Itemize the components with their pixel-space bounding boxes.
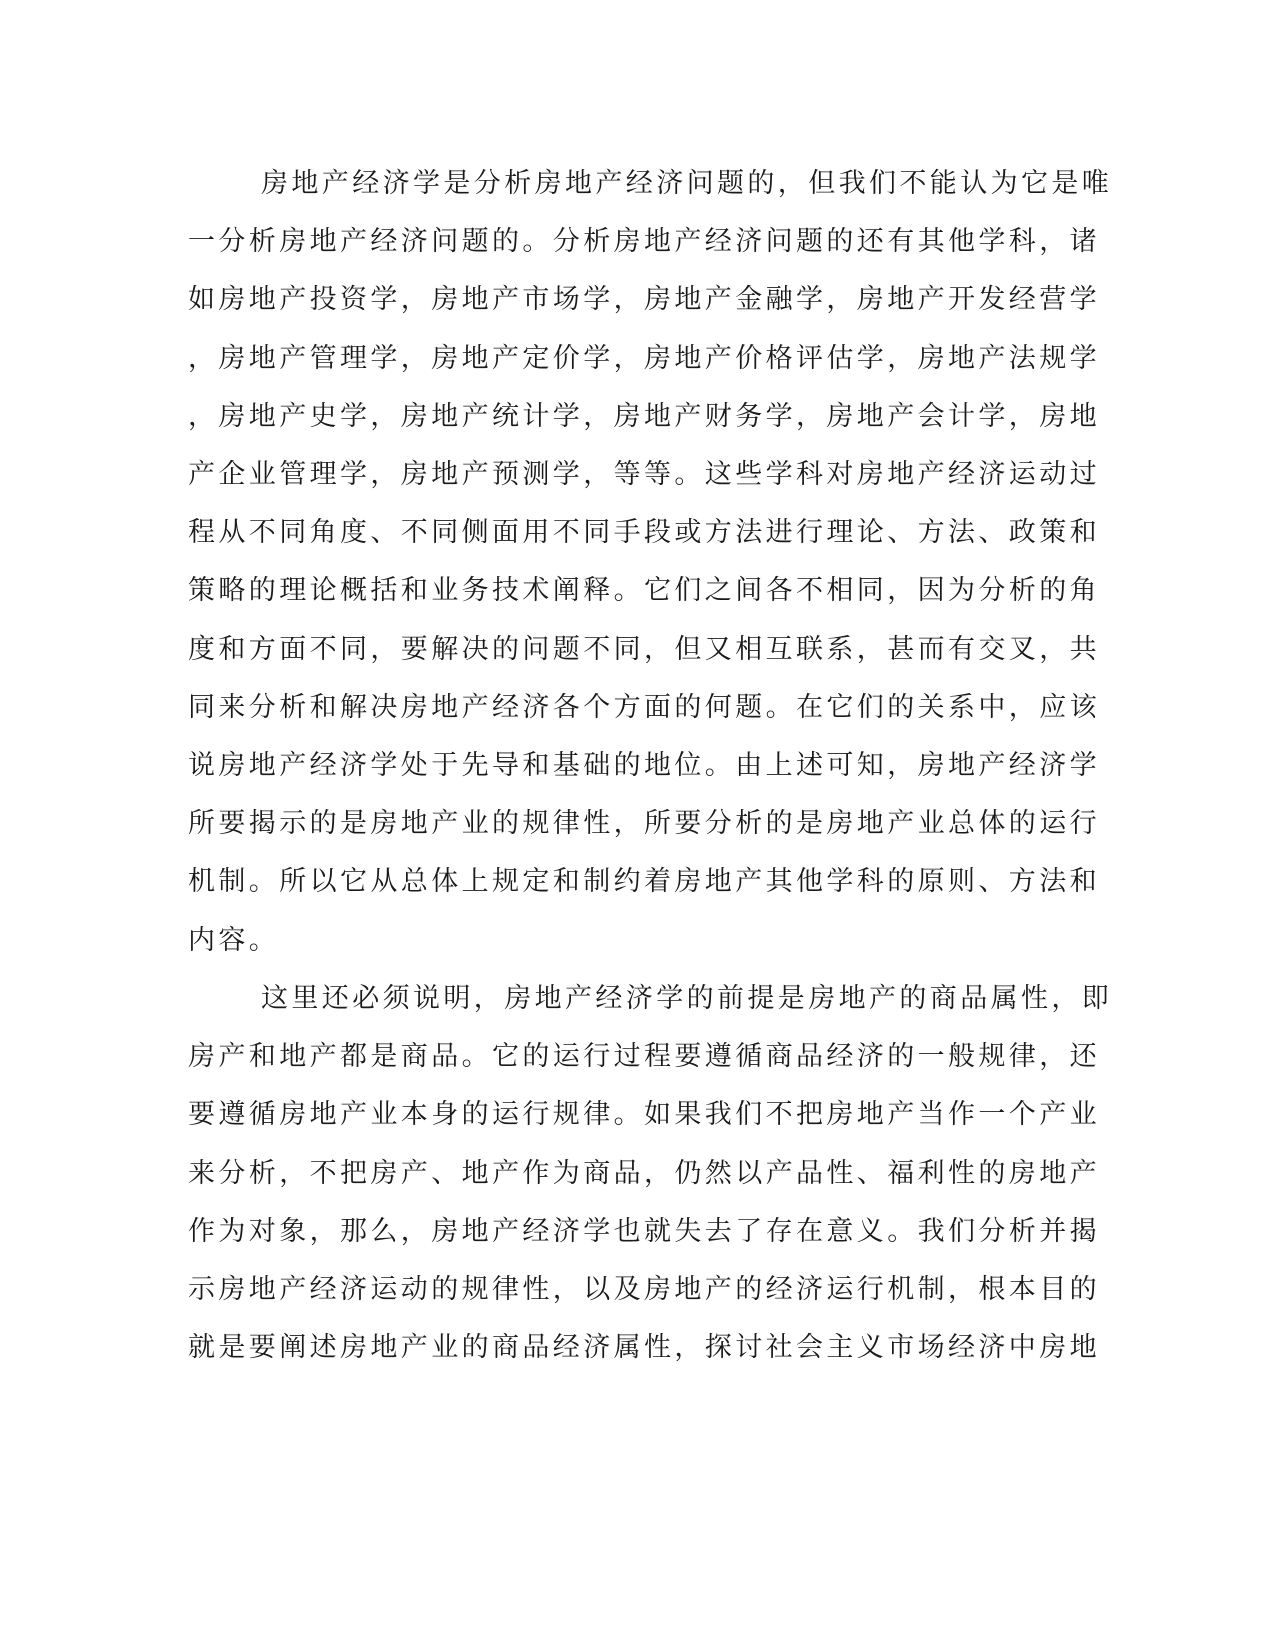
paragraph-2-line-1: 这里还必须说明，房地产经济学的前提是房地产的商品属性，即 — [261, 983, 1113, 1014]
paragraph-1-line-13: 机制。所以它从总体上规定和制约着房地产其他学科的原则、方法和 — [188, 866, 1100, 898]
paragraph-1-line-9: 度和方面不同，要解决的问题不同，但又相互联系，甚而有交叉，共 — [188, 633, 1100, 665]
paragraph-2-line-6: 示房地产经济运动的规律性，以及房地产的经济运行机制，根本目的 — [188, 1274, 1100, 1305]
paragraph-2-line-5: 作为对象，那么，房地产经济学也就失去了存在意义。我们分析并揭 — [188, 1215, 1100, 1247]
paragraph-1-line-4: ，房地产管理学，房地产定价学，房地产价格评估学，房地产法规学 — [188, 342, 1100, 374]
paragraph-2-line-2: 房产和地产都是商品。它的运行过程要遵循商品经济的一般规律，还 — [188, 1041, 1100, 1073]
paragraph-1-line-14: 内容。 — [188, 924, 280, 956]
paragraph-2-line-3: 要遵循房地产业本身的运行规律。如果我们不把房地产当作一个产业 — [188, 1099, 1100, 1131]
paragraph-1-line-6: 产企业管理学，房地产预测学，等等。这些学科对房地产经济运动过 — [188, 459, 1100, 490]
paragraph-1 — [188, 164, 1113, 724]
paragraph-1-line-10: 同来分析和解决房地产经济各个方面的何题。在它们的关系中，应该 — [188, 691, 1100, 723]
paragraph-1-line-1: 房地产经济学是分析房地产经济问题的，但我们不能认为它是唯 — [261, 168, 1113, 199]
paragraph-1-line-11: 说房地产经济学处于先导和基础的地位。由上述可知，房地产经济学 — [188, 750, 1100, 781]
paragraph-1-line-2: 一分析房地产经济问题的。分析房地产经济问题的还有其他学科，诸 — [188, 226, 1100, 258]
paragraph-1-line-8: 策略的理论概括和业务技术阐释。它们之间各不相同，因为分析的角 — [188, 575, 1100, 607]
paragraph-1-line-5: ，房地产史学，房地产统计学，房地产财务学，房地产会计学，房地 — [188, 400, 1100, 432]
paragraph-2 — [188, 979, 1113, 1379]
paragraph-1-line-3: 如房地产投资学，房地产市场学，房地产金融学，房地产开发经营学 — [188, 284, 1100, 316]
paragraph-1-line-12: 所要揭示的是房地产业的规律性，所要分析的是房地产业总体的运行 — [188, 808, 1100, 840]
paragraph-2-line-4: 来分析，不把房产、地产作为商品，仍然以产品性、福利性的房地产 — [188, 1157, 1100, 1189]
paragraph-2-line-7: 就是要阐述房地产业的商品经济属性，探讨社会主义市场经济中房地 — [188, 1332, 1100, 1364]
paragraph-1-line-7: 程从不同角度、不同侧面用不同手段或方法进行理论、方法、政策和 — [188, 517, 1100, 549]
paragraph-1-cont — [188, 746, 1100, 966]
